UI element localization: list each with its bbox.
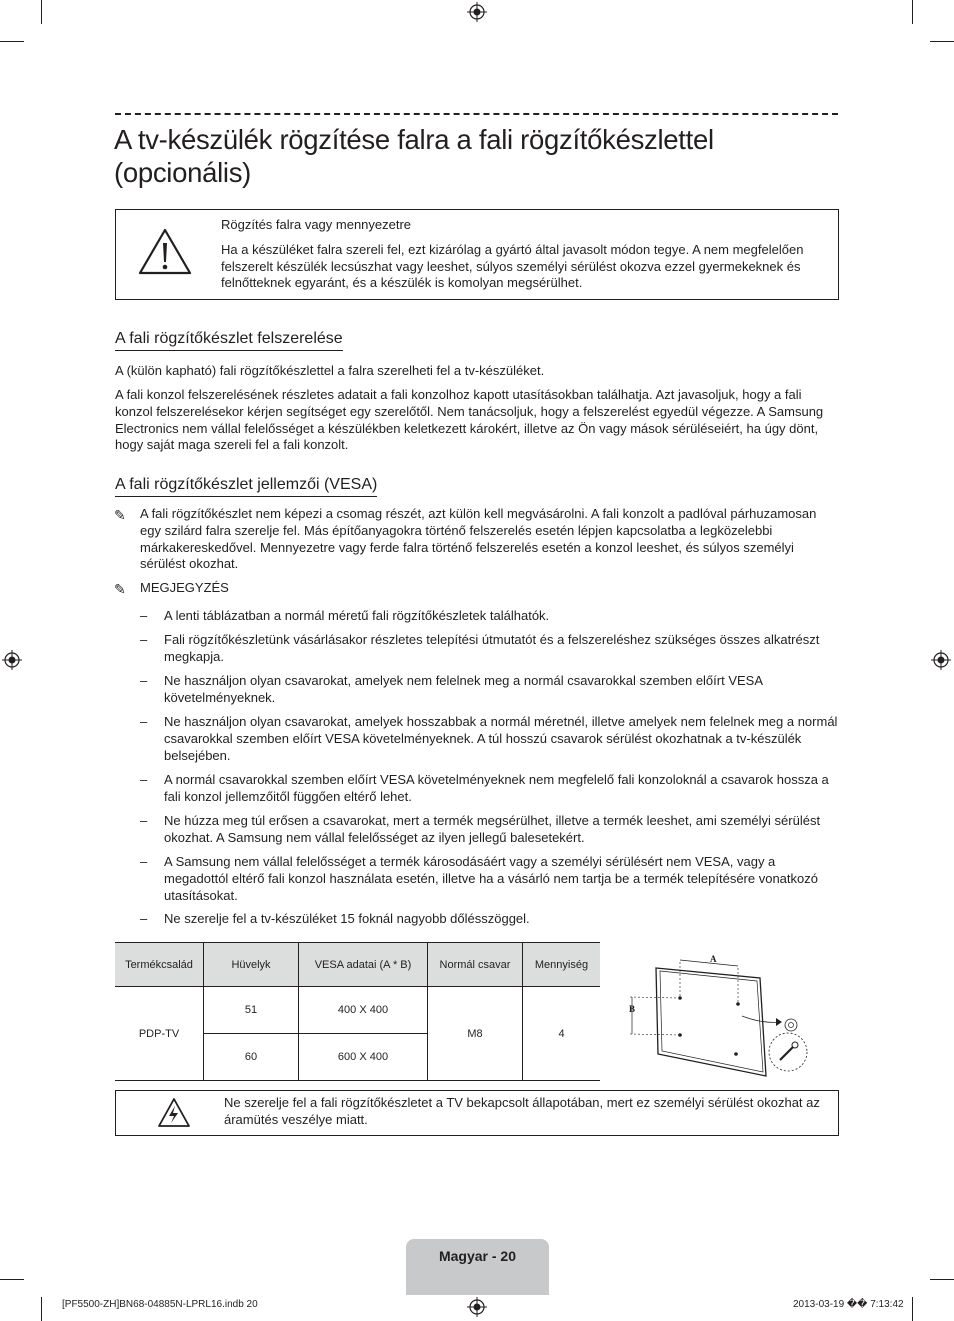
crop-mark [912, 1297, 913, 1321]
list-dash: – [140, 911, 148, 926]
table-header-row [115, 943, 600, 987]
mount-hole [734, 1052, 738, 1056]
table-cell: 600 X 400 [299, 1034, 428, 1081]
tv-back-panel [656, 968, 766, 1076]
dimension-b-label: B [629, 1004, 636, 1014]
list-item: Ne használjon olyan csavarokat, amelyek nem felelnek meg a normál csavarokkal szemben előírt VESA követelményeknek. [164, 673, 763, 705]
shock-warning-box [115, 1090, 839, 1136]
list-dash: – [140, 673, 148, 688]
crop-mark [930, 1279, 954, 1280]
table-cell: 60 [204, 1034, 299, 1081]
title-rule [115, 113, 838, 115]
table-cell-screw: M8 [428, 987, 523, 1081]
print-slug-right: 2013-03-19 �� 7:13:42 [793, 1299, 904, 1310]
table-header: Hüvelyk [204, 943, 299, 987]
page-title: A tv-készülék rögzítése falra a fali rögzítőkészlettel (opcionális) [114, 124, 714, 188]
table-header: Mennyiség [523, 943, 601, 987]
table-cell: 51 [204, 987, 299, 1034]
note-pencil-icon: ✎ [114, 507, 126, 523]
list-item: A Samsung nem vállal felelősséget a termék károsodásáért vagy a személyi sérülésért nem VESA, vagy a megadottól eltérő fali konzol használata esetén, illetve ha a vásárló nem tartja be a termék telepítésére vonatkozó utasításokat. [164, 854, 818, 903]
warning-triangle-icon [137, 227, 193, 277]
table-cell: 400 X 400 [299, 987, 428, 1034]
mount-hole [736, 1002, 740, 1006]
section-heading: A fali rögzítőkészlet felszerelése [115, 329, 343, 351]
note-pencil-icon: ✎ [114, 581, 126, 597]
crop-mark [912, 0, 913, 24]
warning-heading: Rögzítés falra vagy mennyezetre [221, 217, 412, 232]
table-cell-family: PDP-TV [115, 987, 204, 1081]
warning-text: Ha a készüléket falra szereli fel, ezt kizárólag a gyártó által javasolt módon tegye. A nem megfelelően felszerelt készülék lecsúszhat vagy leeshet, súlyos személyi sérülést okozva ezzel gyermekeknek és felnőtteknek egyaránt, és a készülék is komolyan megsérülhet. [221, 242, 804, 290]
table-header: Normál csavar [428, 943, 523, 987]
registration-mark-icon [931, 650, 951, 670]
section-heading: A fali rögzítőkészlet jellemzői (VESA) [115, 475, 377, 497]
list-item: A lenti táblázatban a normál méretű fali rögzítőkészletek találhatók. [164, 608, 550, 623]
list-dash: – [140, 854, 148, 869]
dimension-a-label: A [710, 954, 717, 964]
registration-mark-icon [467, 1297, 487, 1317]
list-dash: – [140, 772, 148, 787]
vesa-mount-diagram [618, 950, 818, 1082]
crop-mark [41, 0, 42, 24]
registration-mark-icon [467, 2, 487, 22]
screw-detail-icon [769, 1033, 807, 1071]
screw-icon [785, 1019, 797, 1031]
registration-mark-icon [2, 650, 22, 670]
vesa-table [115, 942, 600, 1081]
list-item: Ne használjon olyan csavarokat, amelyek hosszabbak a normál méretnél, illetve amelyek nem felelnek meg a normál csavarokkal szemben előírt VESA követelményeknek. A túl hosszú csavarok sérülést okozhatnak a tv-készülék belsejében. [164, 714, 838, 763]
high-voltage-icon [157, 1097, 191, 1129]
note-text: A fali rögzítőkészlet nem képezi a csomag részét, azt külön kell megvásárolni. A fali konzolt a padlóval párhuzamosan egy szilárd falra szerelje fel. Más építőanyagokra történő felszerelés esetén lépjen kapcsolatba a legközelebbi márkakereskedővel. Mennyezetre vagy ferde falra történő felszerelés esetén a konzol leeshet, és súlyos személyi sérülést okozhat. [140, 506, 817, 572]
list-item: Ne szerelje fel a tv-készüléket 15 foknál nagyobb dőlésszöggel. [164, 911, 530, 926]
table-header: Termékcsalád [115, 943, 204, 987]
table-header: VESA adatai (A * B) [299, 943, 428, 987]
note-label: MEGJEGYZÉS [140, 580, 229, 595]
mount-hole [678, 996, 682, 1000]
print-slug-left: [PF5500-ZH]BN68-04885N-LPRL16.indb 20 [62, 1299, 258, 1310]
list-dash: – [140, 608, 148, 623]
list-item: Ne húzza meg túl erősen a csavarokat, mert a termék megsérülhet, illetve a termék leeshet, ami személyi sérülést okozhat. A Samsung nem vállal felelősséget az ilyen jellegű balesetekért. [164, 813, 821, 845]
warning-box [115, 209, 839, 300]
crop-mark [930, 41, 954, 42]
crop-mark [0, 1279, 24, 1280]
paragraph: A fali konzol felszerelésének részletes adatait a fali konzolhoz kapott utasításokban találhatja. Azt javasoljuk, hogy a fali konzol felszerelésekor kérjen segítséget egy szerelőtől. Nem tanácsoljuk, hogy a felszerelést egyedül végezze. A Samsung Electronics nem vállal felelősséget a készülékben keletkezett károkért, illetve az Ön vagy mások sérüléseiért, ha úgy dönt, hogy saját maga szereli fel a fali konzolt. [115, 387, 824, 453]
paragraph: A (külön kapható) fali rögzítőkészlettel a falra szerelheti fel a tv-készüléket. [115, 363, 545, 378]
list-dash: – [140, 813, 148, 828]
list-dash: – [140, 714, 148, 729]
table-cell-qty: 4 [523, 987, 601, 1081]
mount-hole [678, 1033, 682, 1037]
list-dash: – [140, 632, 148, 647]
list-item: Fali rögzítőkészletünk vásárlásakor részletes telepítési útmutatót és a felszereléshez szükséges összes alkatrészt megkapja. [164, 632, 820, 664]
shock-warning-text: Ne szerelje fel a fali rögzítőkészletet a TV bekapcsolt állapotában, mert ez személyi sérülést okozhat az áramütés veszélye miatt. [224, 1095, 820, 1127]
list-item: A normál csavarokkal szemben előírt VESA követelményeknek nem megfelelő fali konzoloknál a csavarok hossza a fali konzol jellemzőitől függően eltérő lehet. [164, 772, 829, 804]
table-row [115, 987, 600, 1034]
page-number: Magyar - 20 [438, 1248, 517, 1264]
crop-mark [0, 41, 24, 42]
crop-mark [41, 1297, 42, 1321]
